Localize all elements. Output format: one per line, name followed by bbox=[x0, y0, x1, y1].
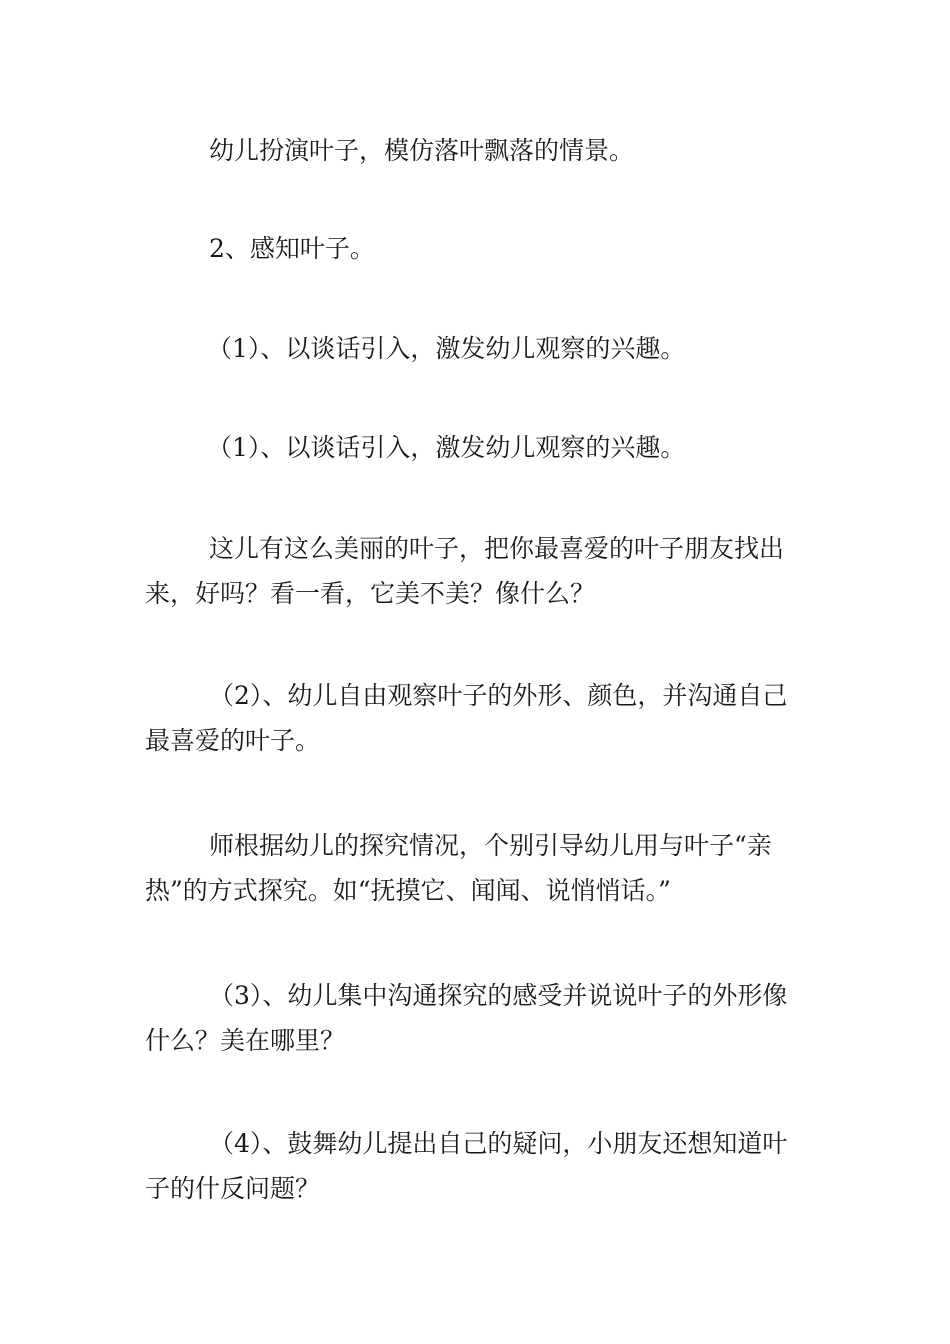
paragraph-6: （2）、幼儿自由观察叶子的外形、颜色，并沟通自己最喜爱的叶子。 bbox=[145, 681, 788, 755]
paragraph-9: （4）、鼓舞幼儿提出自己的疑问，小朋友还想知道叶子的什反问题？ bbox=[145, 1129, 788, 1203]
paragraph-1: 幼儿扮演叶子，模仿落叶飘落的情景。 bbox=[209, 136, 635, 165]
paragraph-5: 这儿有这么美丽的叶子，把你最喜爱的叶子朋友找出来，好吗？看一看，它美不美？像什么？ bbox=[145, 534, 785, 608]
paragraph-4: （1）、以谈话引入，激发幼儿观察的兴趣。 bbox=[207, 433, 686, 462]
paragraph-8: （3）、幼儿集中沟通探究的感受并说说叶子的外形像什么？美在哪里？ bbox=[145, 981, 788, 1055]
paragraph-3: （1）、以谈话引入，激发幼儿观察的兴趣。 bbox=[207, 334, 686, 363]
paragraph-2: 2、感知叶子。 bbox=[209, 234, 375, 263]
paragraph-7: 师根据幼儿的探究情况，个别引导幼儿用与叶子“亲热”的方式探究。如“抚摸它、闻闻、说悄悄话。” bbox=[145, 831, 772, 905]
